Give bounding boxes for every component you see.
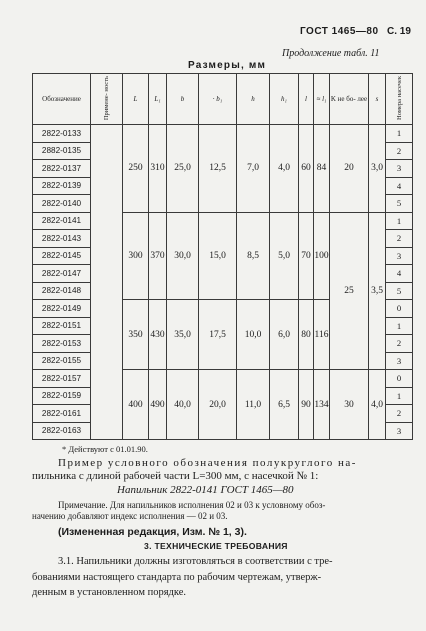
header-L1: L₁	[149, 74, 167, 125]
cell-designation: 2822-0149	[33, 300, 91, 318]
cell-h: 11,0	[237, 370, 270, 440]
example-line-2: пильника с длиной рабочей части L=300 мм, с насечкой № 1:	[32, 470, 319, 482]
header-L: L	[123, 74, 149, 125]
header-h1: h₁	[270, 74, 299, 125]
cell-designation: 2822-0137	[33, 160, 91, 178]
cell-l: 60	[299, 125, 314, 213]
cell-designation: 2822-0163	[33, 422, 91, 440]
example-line-1: Пример условного обозначения полукруглого на-	[58, 457, 357, 469]
cell-notch: 1	[386, 212, 413, 230]
cell-designation: 2822-0159	[33, 387, 91, 405]
requirement-line-3: денным в установленном порядке.	[32, 587, 186, 598]
standard-number: ГОСТ 1465—80	[300, 26, 379, 37]
cell-s: 3,0	[369, 125, 386, 213]
cell-designation: 2822-0157	[33, 370, 91, 388]
cell-notch: 2	[386, 230, 413, 248]
cell-l1: 84	[314, 125, 330, 213]
cell-designation: 2822-0153	[33, 335, 91, 353]
table-continuation: Продолжение табл. 11	[282, 48, 380, 59]
requirement-line-1: 3.1. Напильники должны изготовляться в соответствии с тре-	[58, 556, 333, 567]
cell-s: 3,5	[369, 212, 386, 370]
table-row	[33, 212, 413, 230]
table-row	[33, 370, 413, 388]
cell-L: 300	[123, 212, 149, 300]
cell-K: 20	[330, 125, 369, 213]
cell-b: 40,0	[167, 370, 199, 440]
cell-b1: 20,0	[199, 370, 237, 440]
cell-s: 4,0	[369, 370, 386, 440]
cell-notch: 3	[386, 352, 413, 370]
dimensions-table	[32, 73, 413, 440]
cell-notch: 3	[386, 247, 413, 265]
cell-L: 400	[123, 370, 149, 440]
header-K: K не бо- лее	[330, 74, 369, 125]
cell-h: 10,0	[237, 300, 270, 370]
cell-designation: 2822-0145	[33, 247, 91, 265]
header-l: l	[299, 74, 314, 125]
cell-h1: 6,0	[270, 300, 299, 370]
cell-b: 35,0	[167, 300, 199, 370]
cell-notch: 4	[386, 177, 413, 195]
cell-designation: 2822-0140	[33, 195, 91, 213]
cell-designation: 2822-0141	[33, 212, 91, 230]
cell-designation: 2822-0155	[33, 352, 91, 370]
cell-notch: 3	[386, 422, 413, 440]
header-application: Примене- ность	[91, 74, 123, 125]
header-h: h	[237, 74, 270, 125]
cell-K: 25	[330, 212, 369, 370]
cell-b1: 15,0	[199, 212, 237, 300]
cell-designation: 2822-0161	[33, 405, 91, 423]
example-designation: Напильник 2822-0141 ГОСТ 1465—80	[117, 484, 294, 496]
cell-l1: 116	[314, 300, 330, 370]
cell-L1: 430	[149, 300, 167, 370]
cell-designation: 2882-0135	[33, 142, 91, 160]
cell-b1: 17,5	[199, 300, 237, 370]
header-designation: Обозначение	[33, 74, 91, 125]
cell-notch: 1	[386, 387, 413, 405]
cell-notch: 1	[386, 125, 413, 143]
cell-b: 25,0	[167, 125, 199, 213]
header-notch: Номера насечек	[386, 74, 413, 125]
note-line-1: Примечание. Для напильников исполнения 02 и 03 к условному обоз-	[58, 500, 326, 510]
cell-designation: 2822-0143	[33, 230, 91, 248]
cell-notch: 2	[386, 335, 413, 353]
cell-designation: 2822-0148	[33, 282, 91, 300]
cell-application	[91, 125, 123, 440]
cell-notch: 2	[386, 142, 413, 160]
cell-L: 350	[123, 300, 149, 370]
cell-b: 30,0	[167, 212, 199, 300]
section-title: 3. ТЕХНИЧЕСКИЕ ТРЕБОВАНИЯ	[144, 541, 288, 551]
cell-l: 70	[299, 212, 314, 300]
requirement-line-2: бованиями настоящего стандарта по рабочим чертежам, утверж-	[32, 572, 322, 583]
cell-L: 250	[123, 125, 149, 213]
table-row	[33, 125, 413, 143]
cell-h: 7,0	[237, 125, 270, 213]
cell-designation: 2822-0147	[33, 265, 91, 283]
cell-h1: 5,0	[270, 212, 299, 300]
cell-designation: 2822-0139	[33, 177, 91, 195]
cell-L1: 310	[149, 125, 167, 213]
cell-L1: 490	[149, 370, 167, 440]
header-s: s	[369, 74, 386, 125]
header-l1: ≈ l₁	[314, 74, 330, 125]
cell-b1: 12,5	[199, 125, 237, 213]
dimensions-title: Размеры, мм	[188, 60, 267, 71]
amendment-note: (Измененная редакция, Изм. № 1, 3).	[58, 526, 247, 538]
table-header-row	[33, 74, 413, 125]
cell-h: 8,5	[237, 212, 270, 300]
page-number: С. 19	[387, 26, 411, 37]
cell-notch: 4	[386, 265, 413, 283]
cell-l: 90	[299, 370, 314, 440]
cell-notch: 0	[386, 300, 413, 318]
cell-h1: 6,5	[270, 370, 299, 440]
footnote: * Действуют с 01.01.90.	[62, 444, 148, 454]
header-b: b	[167, 74, 199, 125]
cell-L1: 370	[149, 212, 167, 300]
cell-notch: 2	[386, 405, 413, 423]
cell-notch: 0	[386, 370, 413, 388]
cell-notch: 3	[386, 160, 413, 178]
header-b1: · b₁	[199, 74, 237, 125]
cell-l: 80	[299, 300, 314, 370]
cell-K: 30	[330, 370, 369, 440]
cell-l1: 134	[314, 370, 330, 440]
cell-designation: 2822-0151	[33, 317, 91, 335]
cell-notch: 1	[386, 317, 413, 335]
cell-l1: 100	[314, 212, 330, 300]
cell-notch: 5	[386, 282, 413, 300]
note-line-2: начению добавляют индекс исполнения — 02 и 03.	[32, 511, 228, 521]
cell-notch: 5	[386, 195, 413, 213]
cell-h1: 4,0	[270, 125, 299, 213]
cell-designation: 2822-0133	[33, 125, 91, 143]
